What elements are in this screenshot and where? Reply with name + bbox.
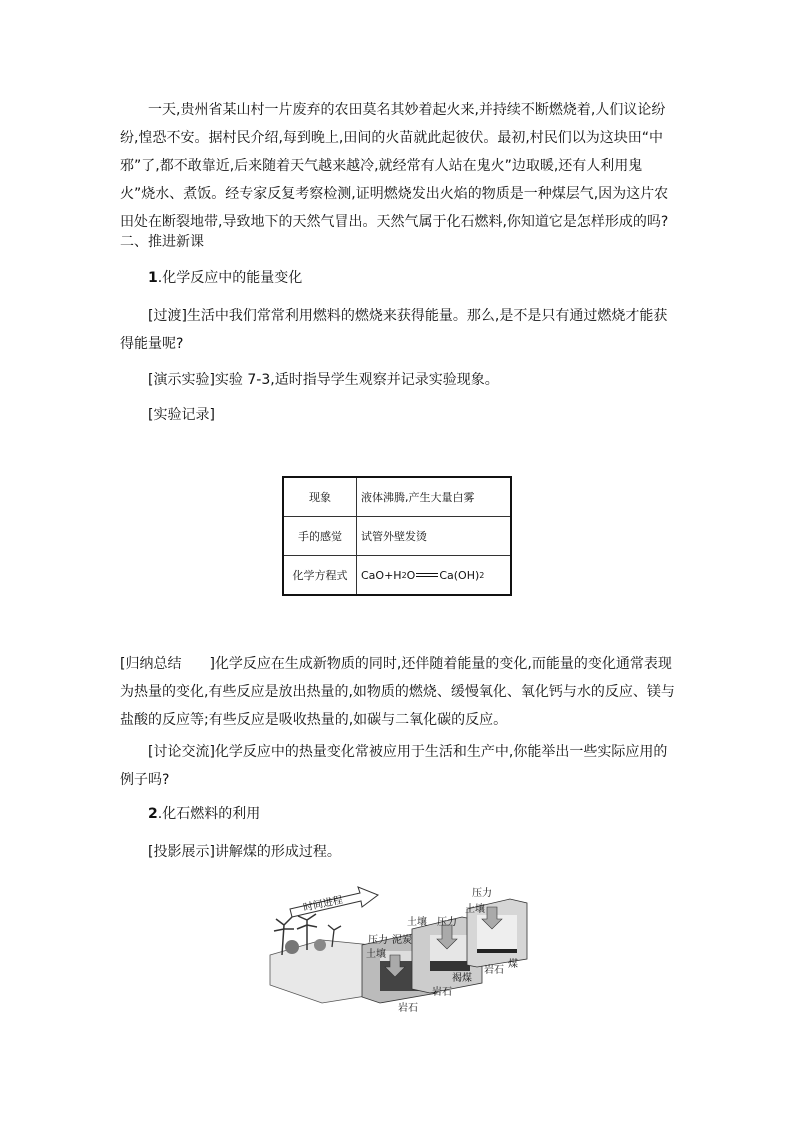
summary-text: 化学反应在生成新物质的同时,还伴随着能量的变化,而能量的变化通常表现为热量的变化,有些反应是放出热量的,如物质的燃烧、缓慢氧化、氧化钙与水的反应、镁与盐酸的反应等;有些反应是吸收热量的,如碳与二氧化碳的反应。: [120, 656, 675, 728]
table-value: 液体沸腾,产生大量白雾: [357, 477, 512, 517]
table-value: 试管外壁发烫: [357, 517, 512, 556]
topic1-heading: [148, 264, 302, 292]
demo-paragraph: [演示实验]实验 7-3,适时指导学生观察并记录实验现象。: [148, 372, 499, 388]
eq-lhs-tail: O: [406, 568, 416, 582]
topic1-number: 1: [148, 270, 158, 286]
vegetation-block: [270, 914, 372, 1003]
summary-paragraph: [120, 650, 676, 734]
topic1-title: .化学反应中的能量变化: [157, 270, 303, 286]
table-key: 手的感觉: [283, 517, 357, 556]
discussion-paragraph: [讨论交流]化学反应中的热量变化常被应用于生活和生产中,你能举出一些实际应用的例子吗?: [120, 744, 668, 788]
experiment-table: [282, 476, 512, 596]
label-rock-1: 岩石: [398, 1003, 418, 1014]
record-label: [实验记录]: [148, 407, 215, 423]
label-pressure-3: 压力: [472, 888, 492, 899]
table-row: [283, 477, 511, 517]
topic2-heading: [148, 800, 260, 828]
summary-label-close: ]: [209, 656, 215, 672]
table-row: [283, 556, 511, 596]
eq-lhs: CaO+H: [361, 568, 402, 582]
topic2-title: .化石燃料的利用: [157, 806, 261, 822]
label-soil-2: 土壤: [407, 917, 427, 928]
projection-paragraph: [投影展示]讲解煤的形成过程。: [148, 844, 341, 860]
label-rock-2: 岩石: [432, 987, 452, 998]
eq-lhs-sub: 2: [401, 570, 407, 580]
label-soil-1: 土壤: [366, 949, 386, 960]
summary-label: [归纳总结: [120, 656, 182, 672]
chemical-equation: [357, 556, 512, 596]
table-key: 化学方程式: [283, 556, 357, 596]
eq-rhs-sub: 2: [479, 570, 485, 580]
label-coal: 煤: [508, 959, 518, 970]
label-pressure-1: 压力: [368, 935, 388, 946]
label-lignite: 褐煤: [452, 973, 472, 984]
label-peat: 泥炭: [392, 935, 412, 946]
label-rock-3: 岩石: [484, 965, 504, 976]
label-pressure-2: 压力: [437, 917, 457, 928]
eq-rhs: Ca(OH): [439, 568, 480, 582]
label-soil-3: 土壤: [465, 904, 485, 915]
intro-paragraph: 一天,贵州省某山村一片废弃的农田莫名其妙着起火来,并持续不断燃烧着,人们议论纷纷,惶恐不安。据村民介绍,每到晚上,田间的火苗就此起彼伏。最初,村民们以为这块田“中邪”了,都不敢靠近,后来随着天气越来越冷,就经常有人站在鬼火”边取暖,还有人利用鬼火”烧水、煮饭。经专家反复考察检测,证明燃烧发出火焰的物质是一种煤层气,因为这片农田处在断裂地带,导致地下的天然气冒出。天然气属于化石燃料,你知道它是怎样形成的吗?: [120, 102, 669, 230]
table-row: [283, 517, 511, 556]
section-heading: 二、推进新课: [120, 234, 204, 250]
table-key: 现象: [283, 477, 357, 517]
time-arrow-label: 时间进程: [302, 894, 344, 914]
topic2-number: 2: [148, 806, 158, 822]
transition-paragraph: [过渡]生活中我们常常利用燃料的燃烧来获得能量。那么,是不是只有通过燃烧才能获得能量呢?: [120, 308, 668, 352]
equals-sign-icon: [416, 573, 438, 577]
coal-formation-diagram: [262, 885, 532, 1015]
time-arrow-icon: [290, 887, 378, 917]
